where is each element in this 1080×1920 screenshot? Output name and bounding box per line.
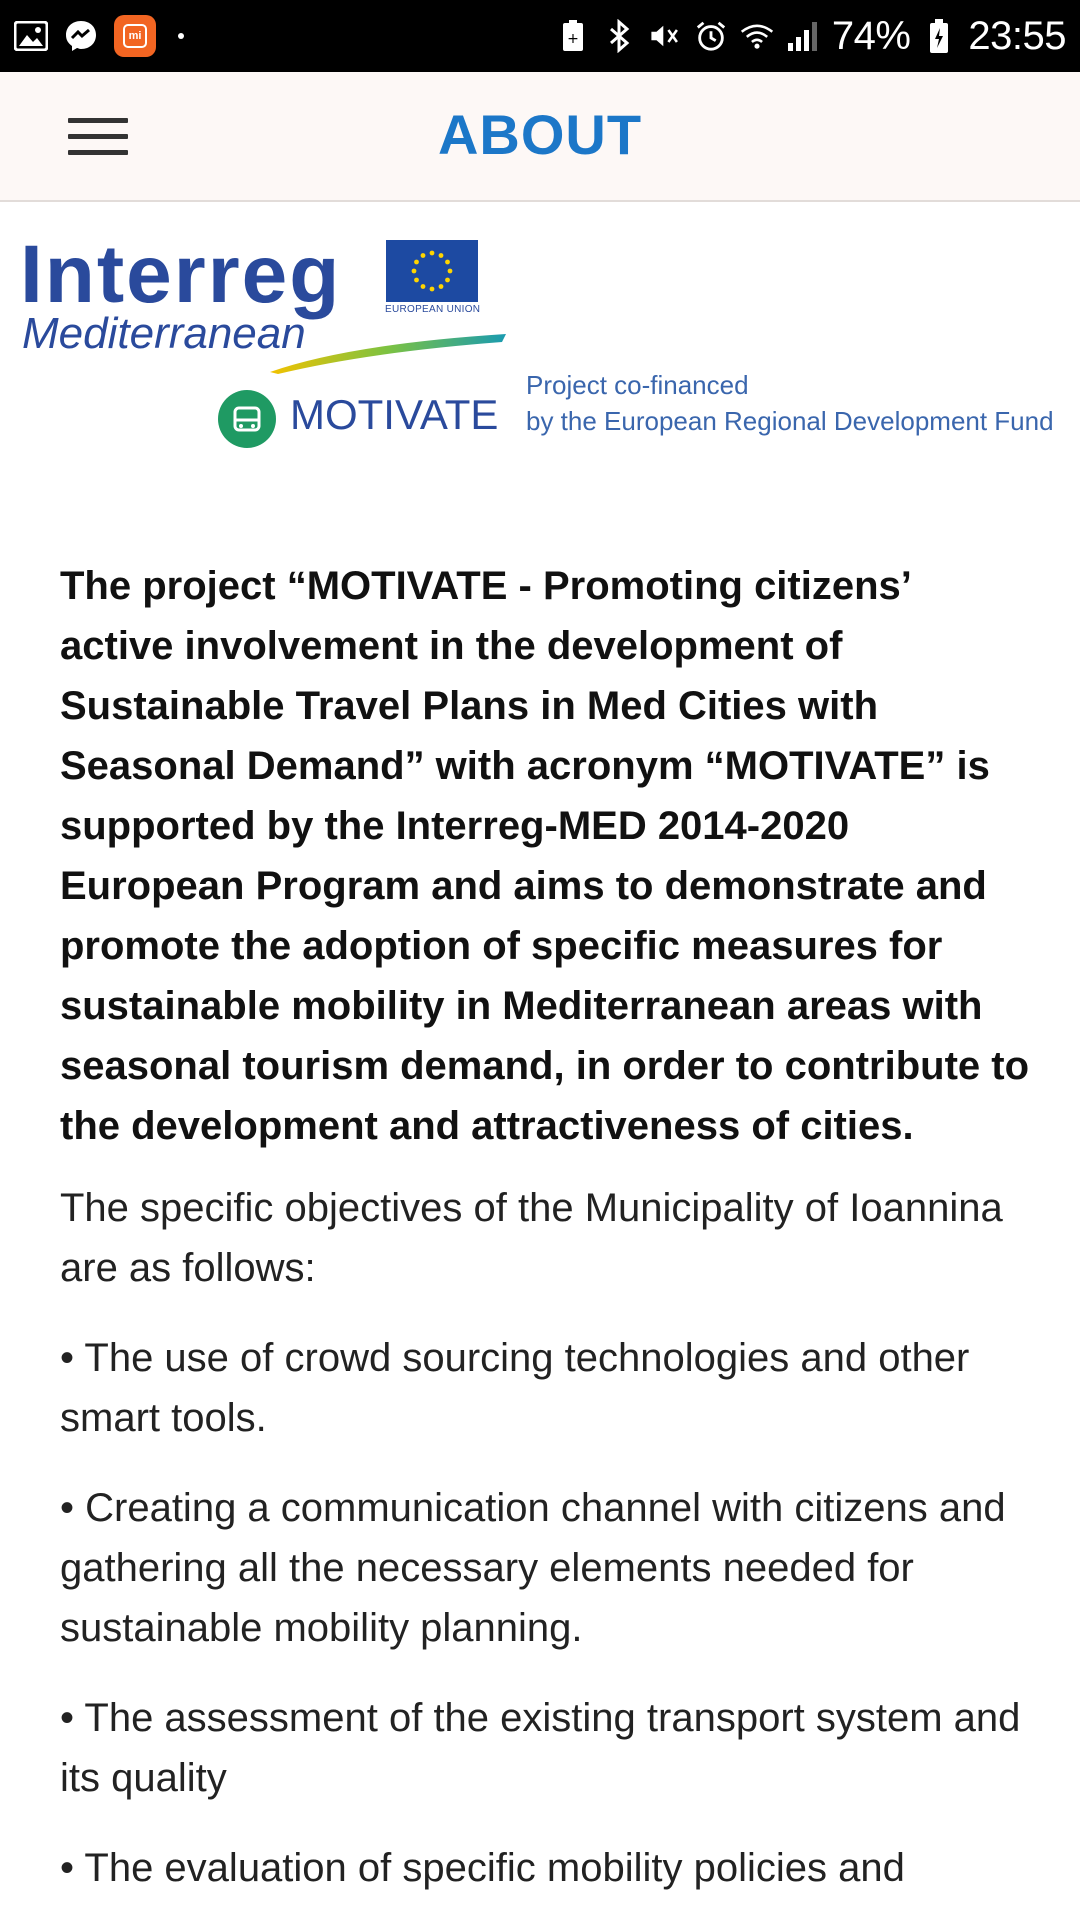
mute-vibrate-icon [648,19,682,53]
intro-paragraph: The project “MOTIVATE - Promoting citizens’ active involvement in the development of Sustainable Travel Plans in Med Cities with Seasonal Demand” with acronym “MOTIVATE” is supported by the Interreg-MED 2014-2020 European Program and aims to demonstrate and promote the adoption of specific measures for sustainable mobility in Mediterranean areas with seasonal tourism demand, in order to contribute to the development and attractiveness of cities. [60,564,1030,1148]
gallery-icon [14,19,48,53]
status-bar [0,0,1080,72]
objectives-intro: The specific objectives of the Municipality of Ioannina are as follows: [60,1186,1003,1290]
list-item: • Creating a communication channel with citizens and gathering all the necessary elements needed for sustainable mobility planning. [60,1486,1006,1650]
list-item: • The evaluation of specific mobility policies and [60,1846,905,1890]
more-notifications-icon [178,33,184,39]
cofinanced-text-line2: by the European Regional Development Fund [526,406,1054,436]
cofinanced-text-line1: Project co-financed [526,370,749,400]
motivate-logo-text: MOTIVATE [290,391,499,438]
battery-percentage: 74% [831,13,911,58]
project-logo-banner [0,204,1080,464]
motivate-bus-icon [218,390,276,448]
logo-swoosh-graphic [270,314,510,374]
wifi-icon [740,19,774,53]
app-bar [0,72,1080,202]
page-title: ABOUT [437,103,643,166]
svg-text:+: + [566,31,579,47]
signal-icon [786,19,820,53]
list-item: • The assessment of the existing transport system and its quality [60,1696,1021,1800]
eu-flag-icon [386,240,478,302]
about-content [60,556,1030,1898]
system-icons [556,14,1066,59]
clock: 23:55 [968,13,1066,58]
mediterranean-logo-text: Mediterranean [22,309,306,358]
messenger-icon [64,19,98,53]
list-item: • The use of crowd sourcing technologies and other smart tools. [60,1336,970,1440]
mi-app-icon: mi [114,15,156,57]
alarm-icon [694,19,728,53]
notification-icons [14,15,184,57]
bluetooth-icon [602,19,636,53]
interreg-logo-text: Interreg [20,229,342,320]
european-union-label: EUROPEAN UNION [385,304,481,315]
battery-saver-icon [556,19,590,53]
battery-icon [922,19,956,53]
